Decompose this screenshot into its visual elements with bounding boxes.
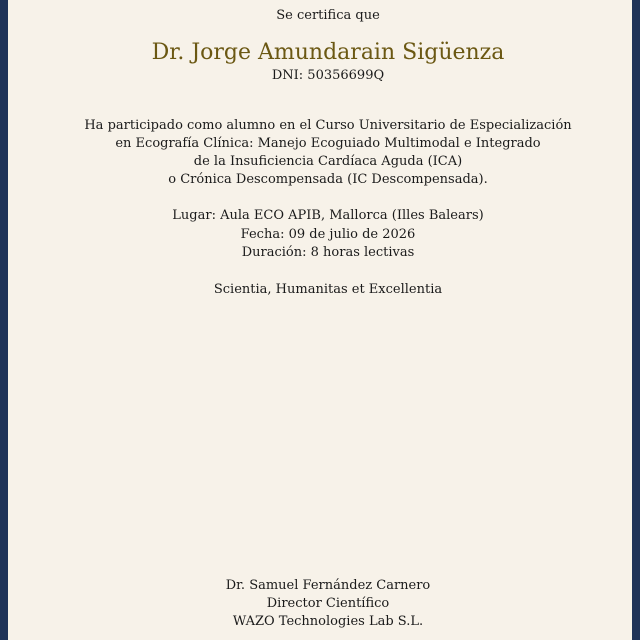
body-line-2: en Ecografía Clínica: Manejo Ecoguiado Multimodal e Integrado [115,136,541,151]
recipient-dni: DNI: 50356699Q [271,68,385,83]
course-duration: Duración: 8 horas lectivas [241,245,415,260]
body-line-3: de la Insuficiencia Cardíaca Aguda (ICA) [193,154,463,169]
recipient-name: Dr. Jorge Amundarain Sigüenza [151,40,505,65]
motto: Scientia, Humanitas et Excellentia [213,282,443,297]
course-location: Lugar: Aula ECO APIB, Mallorca (Illes Balears) [172,208,484,223]
body-line-4: o Crónica Descompensada (IC Descompensada). [168,172,488,187]
course-date: Fecha: 09 de julio de 2026 [240,227,416,242]
signatory-title: Director Científico [266,596,390,611]
signatory-organization: WAZO Technologies Lab S.L. [232,614,424,629]
body-line-1: Ha participado como alumno en el Curso Universitario de Especialización [84,118,572,133]
signatory-name: Dr. Samuel Fernández Carnero [225,578,431,593]
certificate-intro: Se certifica que [276,8,380,23]
